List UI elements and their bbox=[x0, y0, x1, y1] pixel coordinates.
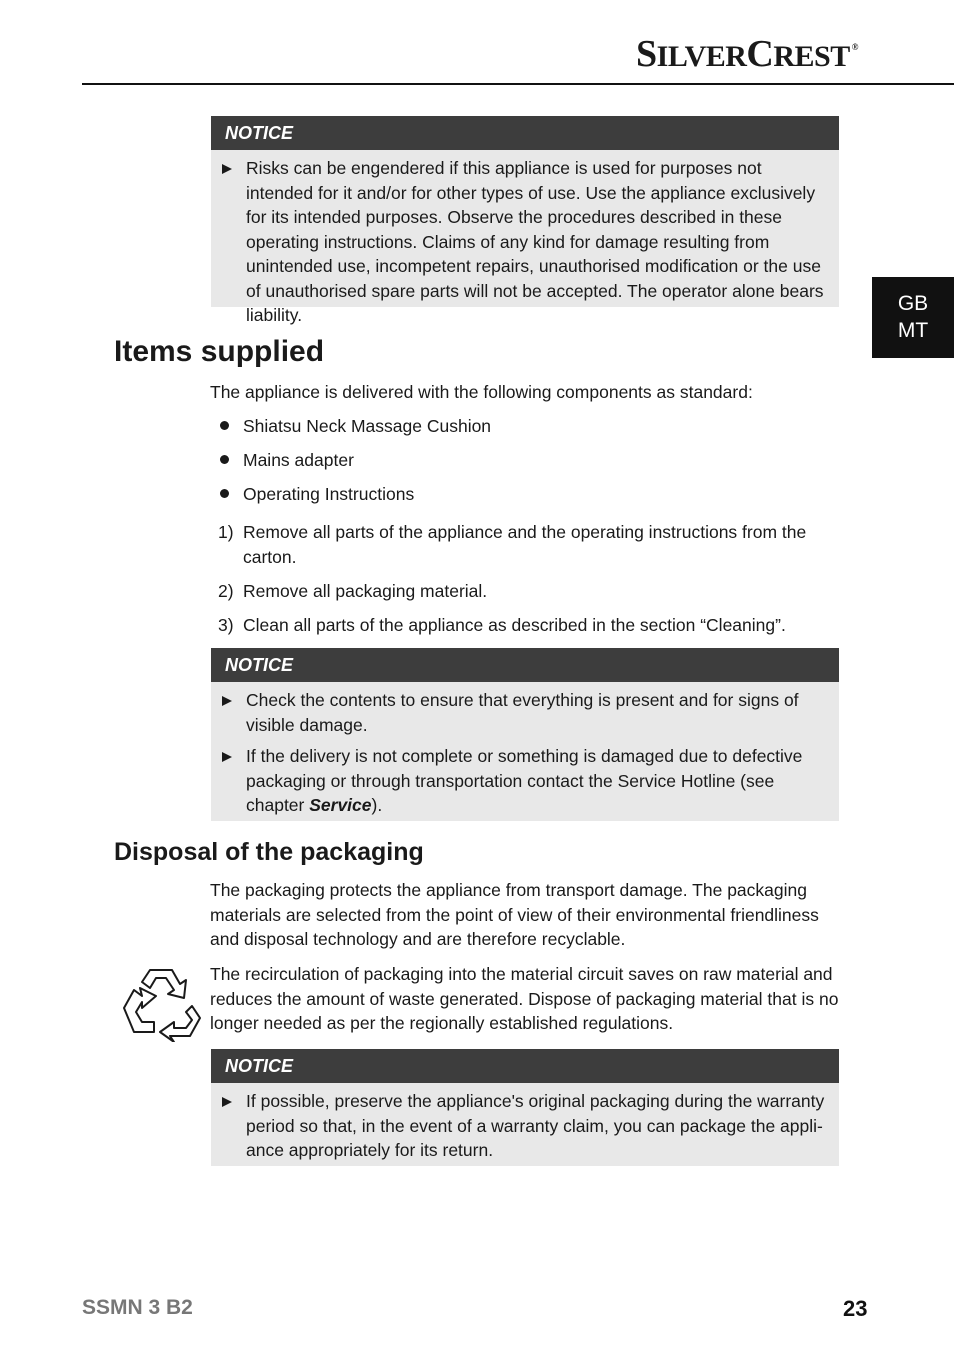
registered-mark: ® bbox=[851, 42, 858, 52]
notice-box-original-packaging bbox=[211, 1049, 839, 1166]
step-number: 3) bbox=[218, 615, 234, 635]
section-heading-disposal: Disposal of the packaging bbox=[114, 838, 424, 866]
triangle-bullet-icon bbox=[222, 1097, 232, 1107]
notice-text-end: ). bbox=[371, 795, 383, 815]
header-divider bbox=[82, 83, 954, 85]
page-number: 23 bbox=[843, 1296, 868, 1321]
disposal-paragraph-2: The recirculation of packaging into the material circuit saves on raw material and reduces the amount of waste generated. Dispose of packaging material that is no longer needed as per the regionally established regulations. bbox=[210, 964, 839, 1033]
step-number: 2) bbox=[218, 581, 234, 601]
language-mt: MT bbox=[897, 319, 929, 342]
notice-item bbox=[221, 1089, 831, 1163]
section-heading-items-supplied: Items supplied bbox=[114, 335, 325, 368]
triangle-bullet-icon bbox=[222, 696, 232, 706]
disposal-paragraph-1: The packaging protects the appliance from transport damage. The packaging materials are selected from the point of view of their environmental friendliness and disposal technology and are therefore recyclable. bbox=[210, 880, 819, 949]
language-gb: GB bbox=[897, 292, 929, 315]
language-tab bbox=[872, 277, 954, 358]
step-text: Remove all parts of the appliance and the operating instructions from the carton. bbox=[243, 522, 807, 567]
notice-box-contents-check bbox=[211, 648, 839, 821]
notice-title: NOTICE bbox=[211, 116, 839, 150]
step-number: 1) bbox=[218, 522, 234, 542]
notice-text: Check the contents to ensure that everything is present and for signs of visible damage. bbox=[246, 690, 799, 735]
brand-part-2: REST bbox=[773, 40, 850, 73]
notice-box-intended-use bbox=[211, 116, 839, 325]
brand-part-1: ILVER bbox=[656, 40, 747, 73]
step-text: Clean all parts of the appliance as described in the section “Cleaning”. bbox=[243, 615, 786, 635]
bullet-dot-icon bbox=[220, 455, 229, 464]
bullet-dot-icon bbox=[220, 489, 229, 498]
notice-text: If possible, preserve the appliance's original packaging during the warranty period so that, in the event of a warranty claim, you can package the appli-ance appropriately for its return. bbox=[246, 1091, 825, 1160]
brand-initial-1: S bbox=[636, 33, 657, 75]
notice-item bbox=[221, 156, 831, 328]
notice-title: NOTICE bbox=[211, 648, 839, 682]
step-text: Remove all packaging material. bbox=[243, 581, 488, 601]
footer-model-number: SSMN 3 B2 bbox=[82, 1296, 193, 1319]
recycle-icon bbox=[120, 966, 204, 1042]
service-chapter-reference: Service bbox=[309, 795, 372, 815]
brand-initial-2: C bbox=[746, 33, 774, 75]
step-item bbox=[218, 520, 838, 569]
step-item bbox=[218, 579, 838, 604]
bullet-dot-icon bbox=[220, 421, 229, 430]
notice-title: NOTICE bbox=[211, 1049, 839, 1083]
list-item: Mains adapter bbox=[243, 450, 354, 470]
triangle-bullet-icon bbox=[222, 752, 232, 762]
items-intro: The appliance is delivered with the following components as standard: bbox=[210, 382, 753, 402]
list-item: Shiatsu Neck Massage Cushion bbox=[243, 416, 492, 436]
list-item: Operating Instructions bbox=[243, 484, 415, 504]
brand-logo bbox=[636, 32, 866, 74]
step-item bbox=[218, 613, 838, 638]
notice-text: Risks can be engendered if this appliance is used for purposes not intended for it and/or for other types of use. Use the appliance exclusively for its intended purposes. Observe the procedures described in these operating instructions. Claims of any kind for damage resulting from unintended use, incompetent repairs, unauthorised modification or the use of unauthorised spare parts will not be accepted. The operator alone bears liability. bbox=[246, 158, 824, 325]
notice-item bbox=[221, 688, 831, 737]
notice-text: If the delivery is not complete or something is damaged due to defective packaging or through transportation contact the Service Hotline (see chapter bbox=[246, 746, 803, 815]
triangle-bullet-icon bbox=[222, 164, 232, 174]
notice-item bbox=[221, 744, 831, 818]
